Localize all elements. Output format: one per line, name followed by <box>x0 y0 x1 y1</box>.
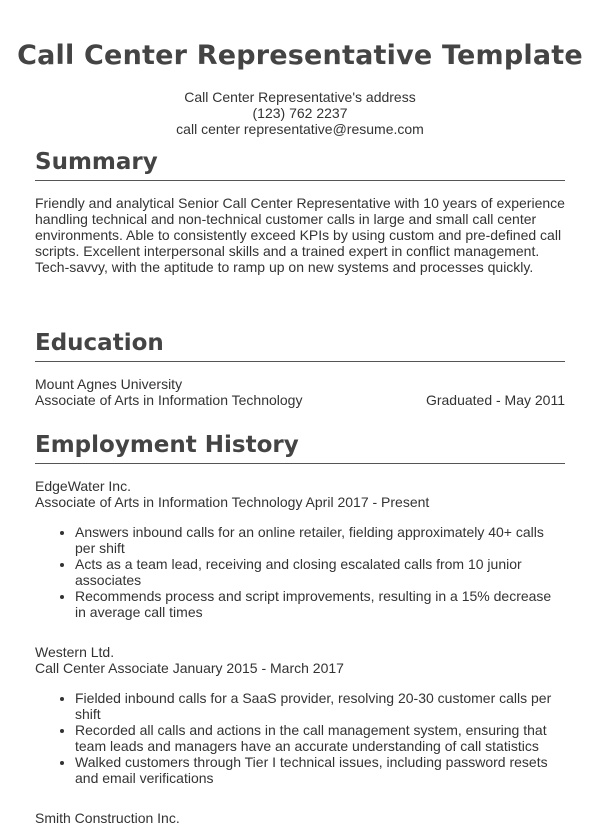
job-bullet: • Acts as a team lead, receiving and closing escalated calls from 10 junior associates <box>75 556 565 588</box>
job-bullet: • Recommends process and script improvements, resulting in a 15% decrease in average call times <box>75 588 565 620</box>
job-bullet: • Fielded inbound calls for a SaaS provider, resolving 20-30 customer calls per shift <box>75 690 565 722</box>
resume-title: Call Center Representative Template <box>17 40 583 71</box>
contact-phone: (123) 762 2237 <box>252 105 348 121</box>
summary-text: Friendly and analytical Senior Call Center Representative with 10 years of experience handling technical and non-technical customer calls in large and small call center environments. Able to consistently exceed KPIs by using custom and pre-defined call scripts. Excellent interpersonal skills and a trained expert in conflict management. Tech-savvy, with the aptitude to ramp up on new systems and processes quickly. <box>35 195 565 275</box>
contact-address: Call Center Representative's address <box>184 89 416 105</box>
job-company: Western Ltd. <box>35 644 115 660</box>
job-company: EdgeWater Inc. <box>35 478 131 494</box>
education-degree: Associate of Arts in Information Technology <box>35 392 303 408</box>
education-heading: Education <box>35 330 164 356</box>
employment-heading: Employment History <box>35 432 299 458</box>
job-title-line: Call Center Associate January 2015 - March 2017 <box>35 660 344 676</box>
employment-divider <box>35 463 565 464</box>
job-company: Smith Construction Inc. <box>35 810 180 826</box>
job-bullet: • Answers inbound calls for an online retailer, fielding approximately 40+ calls per shift <box>75 524 565 556</box>
education-divider <box>35 361 565 362</box>
job-bullets <box>35 524 565 620</box>
job-bullet: • Recorded all calls and actions in the call management system, ensuring that team leads and managers have an accurate understanding of call statistics <box>75 722 565 754</box>
education-graduated: Graduated - May 2011 <box>425 392 565 408</box>
education-school: Mount Agnes University <box>35 376 183 392</box>
job-title-line: Associate of Arts in Information Technology April 2017 - Present <box>35 494 430 510</box>
job-bullet: • Walked customers through Tier I technical issues, including password resets and email verifications <box>75 754 565 786</box>
contact-email: call center representative@resume.com <box>176 121 424 137</box>
summary-divider <box>35 180 565 181</box>
job-bullets <box>35 690 565 786</box>
summary-heading: Summary <box>35 149 158 175</box>
